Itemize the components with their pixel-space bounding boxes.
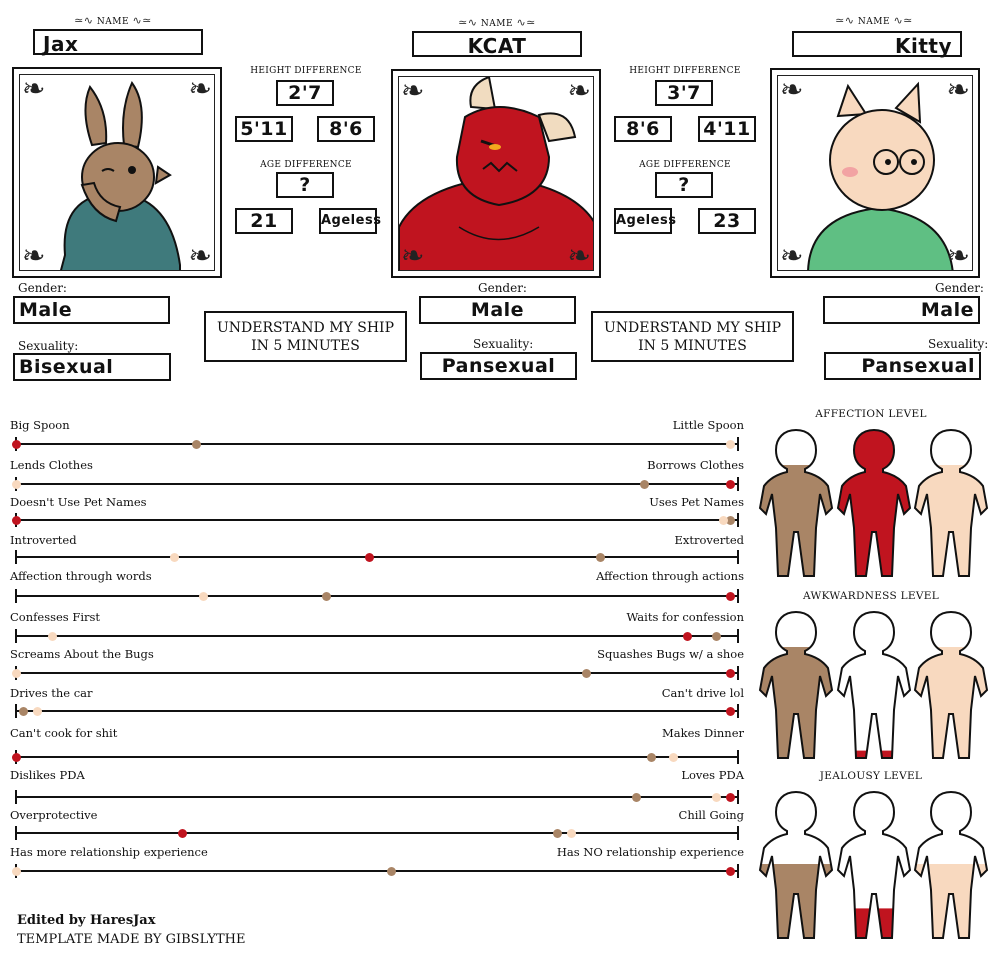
kcat-demon-cat-drawing: [399, 77, 594, 271]
scale-marker-kcat: [178, 829, 187, 838]
level-figure-kcat: [834, 790, 914, 940]
scale-right-label: Borrows Clothes: [647, 458, 744, 472]
scale-marker-kcat: [726, 867, 735, 876]
scale-marker-kitty: [48, 632, 57, 641]
scale-marker-kitty: [170, 553, 179, 562]
edited-credit: Edited by HaresJax: [17, 913, 156, 928]
level-figure-kcat: [834, 610, 914, 760]
age-difference-value: ?: [276, 172, 334, 198]
ornament-icon: ❧: [567, 239, 591, 271]
ornament-icon: ❧: [780, 239, 804, 271]
age-difference-value: ?: [655, 172, 713, 198]
scale-left-label: Overprotective: [10, 808, 98, 822]
scale-marker-jax: [582, 669, 591, 678]
level-figure-jax: [756, 610, 836, 760]
ornament-icon: ❧: [401, 76, 425, 107]
scale-marker-kitty: [726, 440, 735, 449]
scale-marker-kitty: [12, 480, 21, 489]
age-value-a: Ageless: [614, 208, 672, 234]
scale-marker-jax: [192, 440, 201, 449]
gender-box-kitty: Male: [823, 296, 980, 324]
name-label-jax: ≃∿ NAME ∿≃: [74, 14, 152, 27]
ornament-icon: ❧: [567, 76, 591, 107]
scale-marker-kitty: [669, 753, 678, 762]
scale-right-label: Affection through actions: [596, 569, 744, 583]
scale-marker-jax: [640, 480, 649, 489]
scale-line: [16, 519, 738, 521]
height-value-a: 8'6: [614, 116, 672, 142]
name-box-jax: Jax: [33, 29, 203, 55]
scale-left-label: Can't cook for shit: [10, 726, 118, 740]
jax-bunny-drawing: [20, 75, 215, 271]
scale-left-label: Dislikes PDA: [10, 768, 85, 782]
ornament-icon: ❧: [188, 239, 212, 271]
age-difference-label: AGE DIFFERENCE: [639, 160, 731, 170]
scale-marker-kitty: [712, 793, 721, 802]
scale-marker-kcat: [726, 480, 735, 489]
sexuality-box-kitty: Pansexual: [824, 352, 981, 380]
level-title: AFFECTION LEVEL: [815, 408, 927, 420]
age-value-b: 23: [698, 208, 756, 234]
scale-marker-jax: [387, 867, 396, 876]
template-credit: TEMPLATE MADE BY GIBSLYTHE: [17, 932, 246, 947]
scale-marker-jax: [632, 793, 641, 802]
scale-marker-kcat: [726, 793, 735, 802]
scale-line: [16, 756, 738, 758]
name-box-kcat: KCAT: [412, 31, 582, 57]
name-label-kitty: ≃∿ NAME ∿≃: [835, 14, 913, 27]
scale-left-label: Lends Clothes: [10, 458, 93, 472]
scale-left-label: Has more relationship experience: [10, 845, 208, 859]
scale-right-label: Loves PDA: [681, 768, 744, 782]
gender-box-jax: Male: [13, 296, 170, 324]
level-figure-kcat: [834, 428, 914, 578]
scale-left-label: Big Spoon: [10, 418, 70, 432]
scale-marker-kcat: [726, 707, 735, 716]
height-difference-label: HEIGHT DIFFERENCE: [250, 66, 362, 76]
scale-left-label: Drives the car: [10, 686, 93, 700]
height-difference-value: 3'7: [655, 80, 713, 106]
gender-label-kitty: Gender:: [935, 281, 984, 295]
scale-left-label: Screams About the Bugs: [10, 647, 154, 661]
scale-right-label: Extroverted: [674, 533, 744, 547]
scale-marker-kcat: [726, 592, 735, 601]
scale-marker-kcat: [365, 553, 374, 562]
level-title: JEALOUSY LEVEL: [819, 770, 923, 782]
scale-marker-kcat: [726, 669, 735, 678]
scale-right-label: Squashes Bugs w/ a shoe: [597, 647, 744, 661]
level-figure-jax: [756, 428, 836, 578]
scale-right-label: Uses Pet Names: [649, 495, 744, 509]
sexuality-label-kitty: Sexuality:: [928, 337, 989, 351]
scale-marker-jax: [647, 753, 656, 762]
scale-marker-kitty: [12, 867, 21, 876]
scale-marker-kitty: [567, 829, 576, 838]
gender-label-kcat: Gender:: [478, 281, 527, 295]
sexuality-label-kcat: Sexuality:: [473, 337, 534, 351]
scale-line: [16, 832, 738, 834]
scale-marker-kitty: [12, 669, 21, 678]
age-difference-label: AGE DIFFERENCE: [260, 160, 352, 170]
sexuality-label-jax: Sexuality:: [18, 339, 79, 353]
scale-line: [16, 443, 738, 445]
sexuality-box-jax: Bisexual: [13, 353, 171, 381]
scale-marker-jax: [596, 553, 605, 562]
ornament-icon: ❧: [22, 74, 46, 105]
scale-marker-kcat: [683, 632, 692, 641]
kitty-cat-drawing: [778, 76, 973, 271]
portrait-kcat: [391, 69, 601, 278]
height-difference-label: HEIGHT DIFFERENCE: [629, 66, 741, 76]
scale-left-label: Confesses First: [10, 610, 101, 624]
scale-marker-kcat: [12, 440, 21, 449]
ornament-icon: ❧: [188, 74, 212, 105]
scale-right-label: Has NO relationship experience: [556, 845, 744, 859]
scale-marker-kitty: [199, 592, 208, 601]
ornament-icon: ❧: [780, 75, 804, 106]
scale-line: [16, 796, 738, 798]
scale-line: [16, 556, 738, 558]
height-value-b: 8'6: [317, 116, 375, 142]
scale-right-label: Waits for confession: [626, 610, 744, 624]
height-value-a: 5'11: [235, 116, 293, 142]
ornament-icon: ❧: [401, 239, 425, 271]
scale-line: [16, 870, 738, 872]
scale-marker-jax: [553, 829, 562, 838]
scale-right-label: Makes Dinner: [662, 726, 744, 740]
scale-marker-jax: [322, 592, 331, 601]
portrait-jax: [12, 67, 222, 278]
scale-line: [16, 483, 738, 485]
level-figure-kitty: [911, 790, 991, 940]
gender-box-kcat: Male: [419, 296, 576, 324]
age-value-b: Ageless: [319, 208, 377, 234]
level-figure-kitty: [911, 610, 991, 760]
scale-marker-kcat: [12, 516, 21, 525]
height-value-b: 4'11: [698, 116, 756, 142]
scale-right-label: Little Spoon: [672, 418, 744, 432]
scale-marker-jax: [19, 707, 28, 716]
name-label-kcat: ≃∿ NAME ∿≃: [458, 16, 536, 29]
scale-left-label: Doesn't Use Pet Names: [10, 495, 147, 509]
level-figure-kitty: [911, 428, 991, 578]
scale-line: [16, 672, 738, 674]
portrait-kitty: [770, 68, 980, 278]
age-value-a: 21: [235, 208, 293, 234]
level-figure-jax: [756, 790, 836, 940]
scale-left-label: Affection through words: [10, 569, 152, 583]
ship-banner: UNDERSTAND MY SHIP IN 5 MINUTES: [204, 311, 407, 362]
scale-line: [16, 710, 738, 712]
ship-banner: UNDERSTAND MY SHIP IN 5 MINUTES: [591, 311, 794, 362]
scale-marker-kitty: [719, 516, 728, 525]
sexuality-box-kcat: Pansexual: [420, 352, 577, 380]
ornament-icon: ❧: [946, 75, 970, 106]
level-title: AWKWARDNESS LEVEL: [803, 590, 939, 602]
scale-marker-kcat: [12, 753, 21, 762]
scale-line: [16, 595, 738, 597]
ornament-icon: ❧: [946, 239, 970, 271]
gender-label-jax: Gender:: [18, 281, 67, 295]
scale-marker-kitty: [33, 707, 42, 716]
ornament-icon: ❧: [22, 239, 46, 271]
scale-left-label: Introverted: [10, 533, 77, 547]
scale-marker-jax: [712, 632, 721, 641]
scale-line: [16, 635, 738, 637]
scale-right-label: Can't drive lol: [661, 686, 744, 700]
name-box-kitty: Kitty: [792, 31, 962, 57]
height-difference-value: 2'7: [276, 80, 334, 106]
scale-right-label: Chill Going: [678, 808, 744, 822]
